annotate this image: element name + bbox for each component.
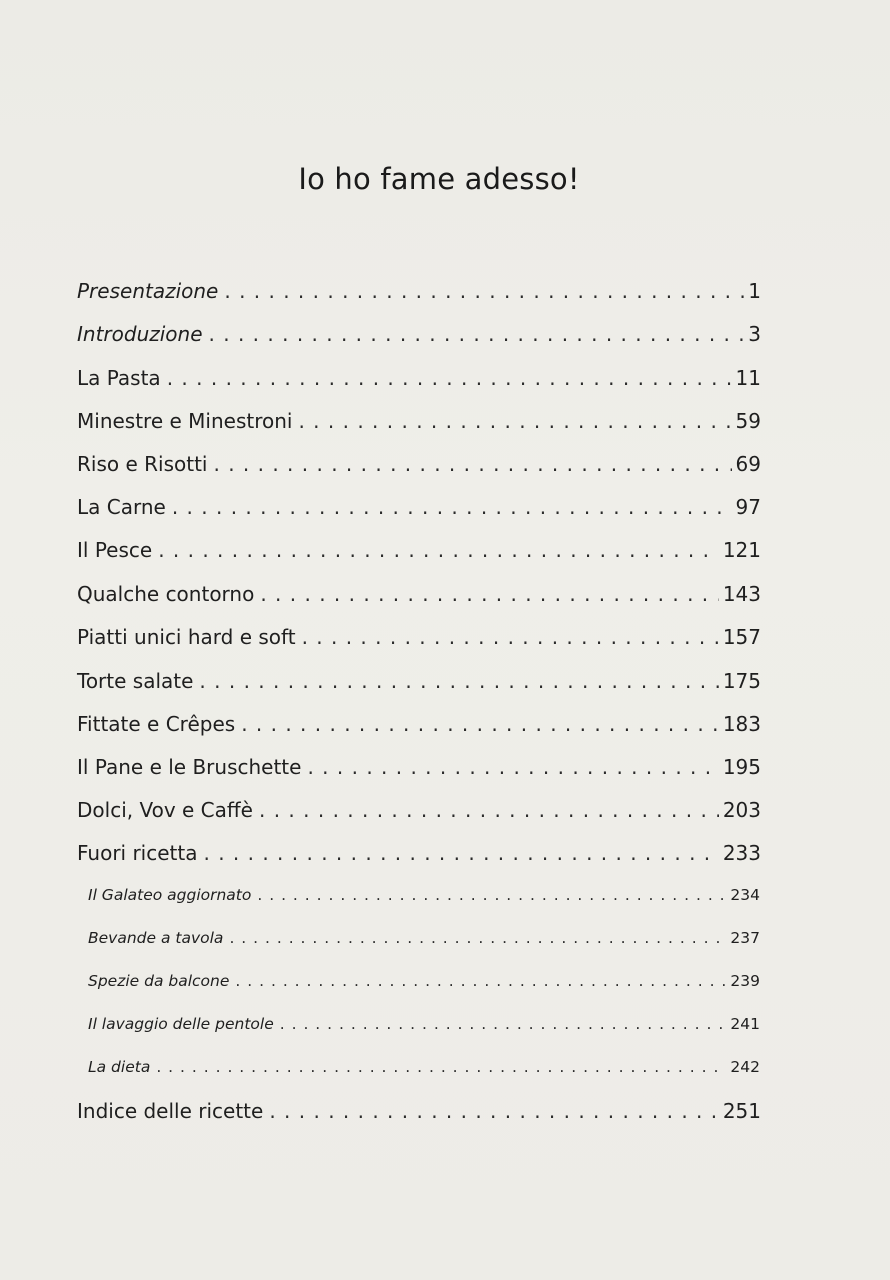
toc-entry xyxy=(77,755,761,779)
toc-entry-page: 251 xyxy=(722,1099,761,1123)
toc-subentry-page: 239 xyxy=(730,972,760,990)
dot-leader xyxy=(307,755,718,779)
toc-entry-page: 1 xyxy=(748,279,761,303)
toc-entry-label: Minestre e Minestroni xyxy=(77,409,293,433)
toc-entry-page: 183 xyxy=(722,712,761,736)
toc-subentry-label: La dieta xyxy=(88,1058,151,1076)
toc-subentry-page: 237 xyxy=(730,929,760,947)
toc-entry-page: 175 xyxy=(722,669,761,693)
toc-entry xyxy=(77,798,761,822)
dot-leader xyxy=(302,625,719,649)
dot-leader xyxy=(213,452,731,476)
toc-subentry-page: 242 xyxy=(730,1058,760,1076)
toc-subentry-label: Spezie da balcone xyxy=(88,972,230,990)
dot-leader xyxy=(158,538,719,562)
toc-entry xyxy=(77,1099,761,1123)
toc-entry-label: Dolci, Vov e Caffè xyxy=(77,798,253,822)
toc-entry-label: Torte salate xyxy=(77,669,194,693)
toc-entry-label: La Pasta xyxy=(77,366,161,390)
toc-entry xyxy=(77,495,761,519)
toc-entry-label: Fittate e Crêpes xyxy=(77,712,236,736)
toc-subentry-label: Bevande a tavola xyxy=(88,929,224,947)
toc-entry-label: Fuori ricetta xyxy=(77,841,198,865)
dot-leader xyxy=(224,279,744,303)
toc-entry-label: Qualche contorno xyxy=(77,582,255,606)
toc-subentry xyxy=(88,972,760,990)
dot-leader xyxy=(269,1099,718,1123)
toc-entry xyxy=(77,366,761,390)
toc-subentry-label: Il lavaggio delle pentole xyxy=(88,1015,274,1033)
dot-leader xyxy=(209,322,745,346)
dot-leader xyxy=(280,1015,727,1033)
dot-leader xyxy=(241,712,719,736)
dot-leader xyxy=(203,841,718,865)
page-title: Io ho fame adesso! xyxy=(298,162,580,196)
toc-entry xyxy=(77,279,761,303)
toc-entry-page: 69 xyxy=(735,452,761,476)
toc-entry xyxy=(77,322,761,346)
toc-subentry-label: Il Galateo aggiornato xyxy=(88,886,252,904)
toc-entry-label: Riso e Risotti xyxy=(77,452,208,476)
toc-subentry xyxy=(88,929,760,947)
toc-entry xyxy=(77,841,761,865)
toc-subentry-page: 241 xyxy=(730,1015,760,1033)
dot-leader xyxy=(172,495,732,519)
toc-entry-label: Piatti unici hard e soft xyxy=(77,625,296,649)
toc-subentry xyxy=(88,886,760,904)
dot-leader xyxy=(199,669,718,693)
toc-entry-page: 157 xyxy=(722,625,761,649)
toc-entry-label: Il Pesce xyxy=(77,538,153,562)
toc-entry xyxy=(77,452,761,476)
toc-entry-page: 143 xyxy=(722,582,761,606)
toc-subentry xyxy=(88,1015,760,1033)
dot-leader xyxy=(156,1058,726,1076)
dot-leader xyxy=(298,409,731,433)
toc-subentry xyxy=(88,1058,760,1076)
toc-entry xyxy=(77,712,761,736)
toc-entry-page: 3 xyxy=(748,322,761,346)
dot-leader xyxy=(235,972,726,990)
toc-entry-label: La Carne xyxy=(77,495,166,519)
toc-entry-label: Indice delle ricette xyxy=(77,1099,264,1123)
dot-leader xyxy=(259,798,719,822)
toc-entry-page: 97 xyxy=(735,495,761,519)
toc-entry xyxy=(77,625,761,649)
toc-entry-page: 59 xyxy=(735,409,761,433)
toc-entry-label: Presentazione xyxy=(77,279,219,303)
toc-entry-label: Il Pane e le Bruschette xyxy=(77,755,302,779)
toc-entry xyxy=(77,669,761,693)
toc-entry-page: 11 xyxy=(735,366,761,390)
toc-subentry-page: 234 xyxy=(730,886,760,904)
toc-entry xyxy=(77,582,761,606)
toc-entry xyxy=(77,409,761,433)
dot-leader xyxy=(229,929,726,947)
toc-entry-page: 233 xyxy=(722,841,761,865)
toc-entry xyxy=(77,538,761,562)
dot-leader xyxy=(167,366,732,390)
toc-entry-page: 195 xyxy=(722,755,761,779)
dot-leader xyxy=(260,582,718,606)
toc-entry-page: 203 xyxy=(722,798,761,822)
toc-entry-label: Introduzione xyxy=(77,322,203,346)
dot-leader xyxy=(257,886,726,904)
toc-entry-page: 121 xyxy=(722,538,761,562)
